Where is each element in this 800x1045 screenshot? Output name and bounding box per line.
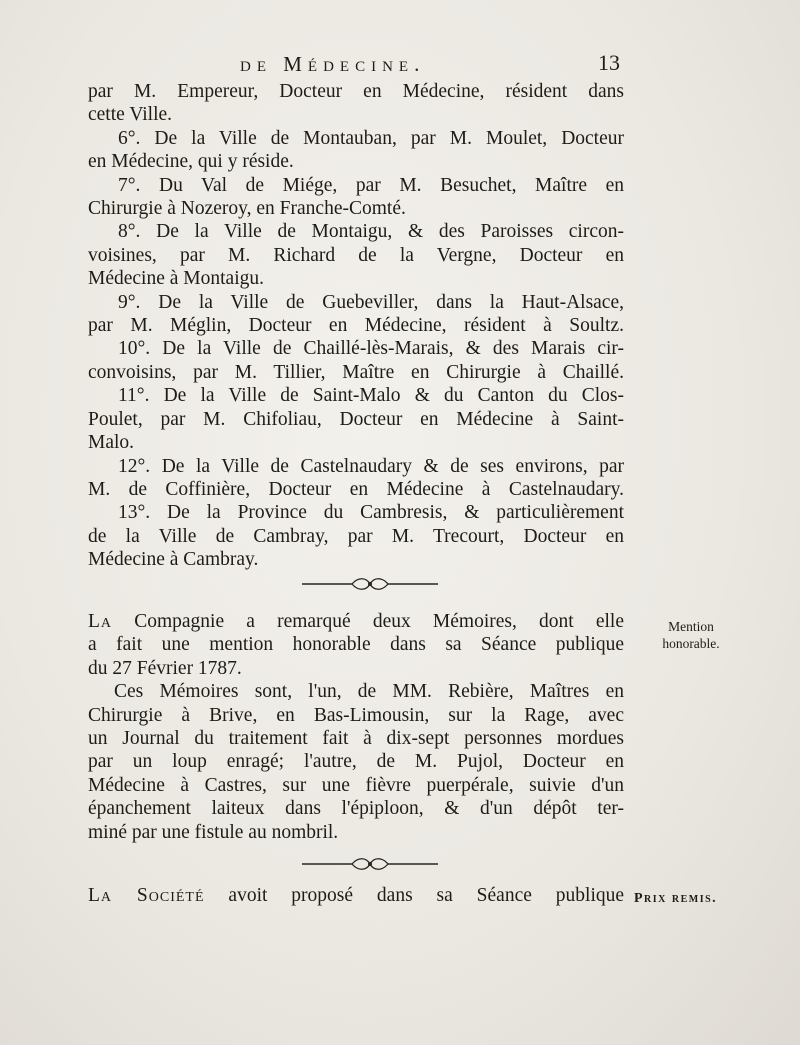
ornament-divider — [300, 576, 440, 592]
text-line: de la Ville de Cambray, par M. Trecourt, Docteur en — [88, 525, 624, 547]
text-line: Médecine à Castres, sur une fièvre puerpérale, suivie d'un — [88, 774, 624, 796]
text-line: Médecine à Cambray. — [88, 549, 259, 571]
text-line: 11°. De la Ville de Saint-Malo & du Canton du Clos- — [118, 385, 624, 407]
margin-note-line: honorable. — [662, 636, 720, 651]
lead-word: La — [88, 611, 113, 632]
ornament-divider — [300, 856, 440, 872]
text-line — [88, 884, 624, 907]
margin-note-prix: Prix remis. — [634, 891, 718, 906]
text-line: 13°. De la Province du Cambresis, & particulièrement — [118, 502, 624, 524]
text-line — [88, 610, 624, 633]
text-line: miné par une fistule au nombril. — [88, 821, 339, 843]
text-line: épanchement laiteux dans l'épiploon, & d'un dépôt ter- — [88, 798, 624, 820]
correspondents-list — [88, 80, 624, 572]
text-line: voisines, par M. Richard de la Vergne, Docteur en — [88, 244, 624, 266]
margin-note-line: Mention — [668, 619, 714, 634]
margin-note-mention — [650, 618, 732, 652]
honorable-mention-paragraph — [88, 610, 624, 844]
text-line: 10°. De la Ville de Chaillé-lès-Marais, & des Marais cir- — [118, 338, 624, 360]
text-line: a fait une mention honorable dans sa Séance publique — [88, 634, 624, 656]
text-line: Poulet, par M. Chifoliau, Docteur en Médecine à Saint- — [88, 408, 624, 430]
text-line: convoisins, par M. Tillier, Maître en Chirurgie à Chaillé. — [88, 361, 624, 383]
text-line: cette Ville. — [88, 104, 173, 126]
text-line: Médecine à Montaigu. — [88, 268, 264, 290]
text-line: Ces Mémoires sont, l'un, de MM. Rebière, Maîtres en — [114, 681, 624, 703]
running-header: de Médecine. — [240, 52, 426, 76]
text-line: en Médecine, qui y réside. — [88, 151, 294, 173]
text-line: un Journal du traitement fait à dix-sept personnes mordues — [88, 728, 624, 750]
first-line-rest: Compagnie a remarqué deux Mémoires, dont elle — [134, 611, 625, 632]
text-line: par M. Méglin, Docteur en Médecine, résident à Soultz. — [88, 315, 624, 337]
text-line: Malo. — [88, 432, 135, 454]
text-line: 9°. De la Ville de Guebeviller, dans la Haut-Alsace, — [118, 291, 624, 313]
text-line: par M. Empereur, Docteur en Médecine, résident dans — [88, 81, 624, 102]
page-number: 13 — [598, 50, 620, 75]
text-line: du 27 Février 1787. — [88, 657, 242, 679]
text-line: 12°. De la Ville de Castelnaudary & de ses environs, par — [118, 455, 624, 477]
line-rest: avoit proposé dans sa Séance publique — [228, 885, 625, 906]
text-line: 8°. De la Ville de Montaigu, & des Paroisses circon- — [118, 221, 624, 243]
text-line: 7°. Du Val de Miége, par M. Besuchet, Maître en — [118, 174, 624, 196]
text-line: Chirurgie à Nozeroy, en Franche-Comté. — [88, 198, 406, 220]
text-line: M. de Coffinière, Docteur en Médecine à Castelnaudary. — [88, 478, 624, 500]
text-line: 6°. De la Ville de Montauban, par M. Moulet, Docteur — [118, 127, 624, 149]
text-line: Chirurgie à Brive, en Bas-Limousin, sur la Rage, avec — [88, 704, 624, 726]
text-line: par un loup enragé; l'autre, de M. Pujol, Docteur en — [88, 751, 624, 773]
lead-words: La Société — [88, 885, 205, 906]
prize-paragraph — [88, 884, 624, 907]
